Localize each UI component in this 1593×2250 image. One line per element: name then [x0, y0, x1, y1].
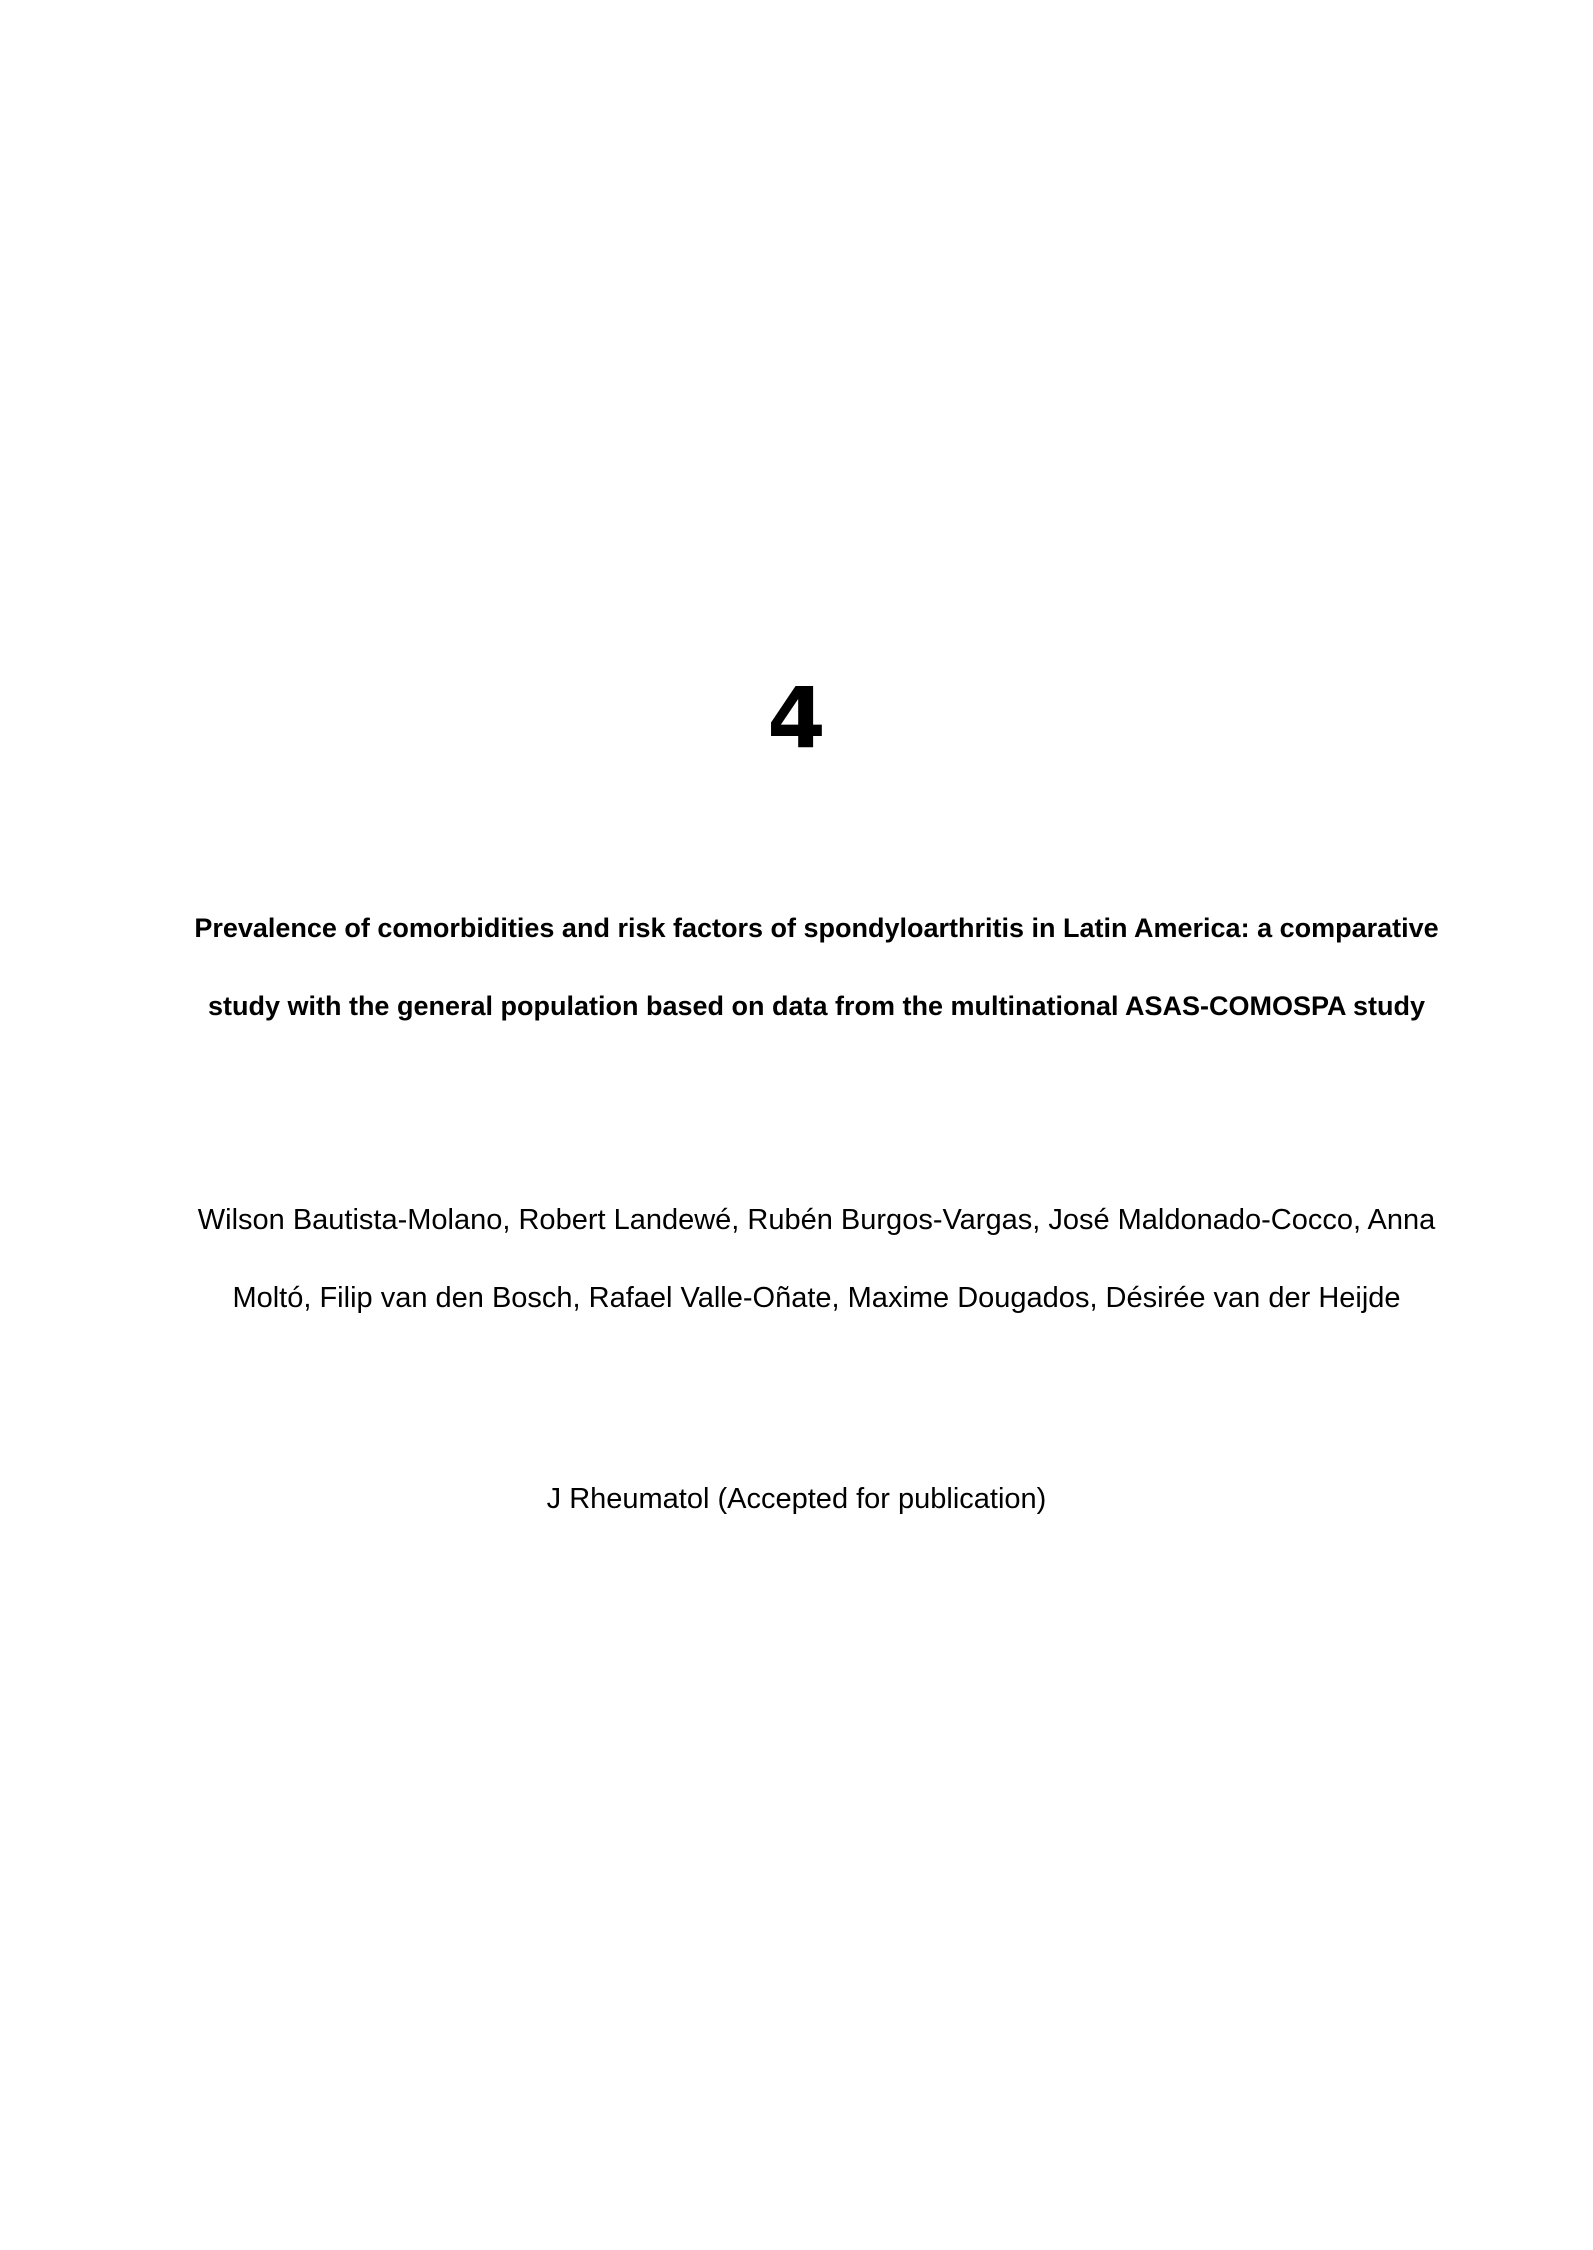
author-list-line-2: Moltó, Filip van den Bosch, Rafael Valle-Oñate, Maxime Dougados, Désirée van der Heijde [232, 1282, 1401, 1314]
paper-title-line-2: study with the general population based on data from the multinational ASAS-COMOSPA study [207, 991, 1426, 1021]
chapter-number: 4 [767, 669, 826, 767]
author-list [140, 1201, 1493, 1317]
paper-title-line-1: Prevalence of comorbidities and risk factors of spondyloarthritis in Latin America: a comparative [194, 913, 1439, 943]
publication-status: J Rheumatol (Accepted for publication) [546, 1483, 1047, 1515]
paper-title [140, 910, 1493, 1024]
author-list-line-1: Wilson Bautista-Molano, Robert Landewé, Rubén Burgos-Vargas, José Maldonado-Cocco, Anna [197, 1204, 1436, 1236]
